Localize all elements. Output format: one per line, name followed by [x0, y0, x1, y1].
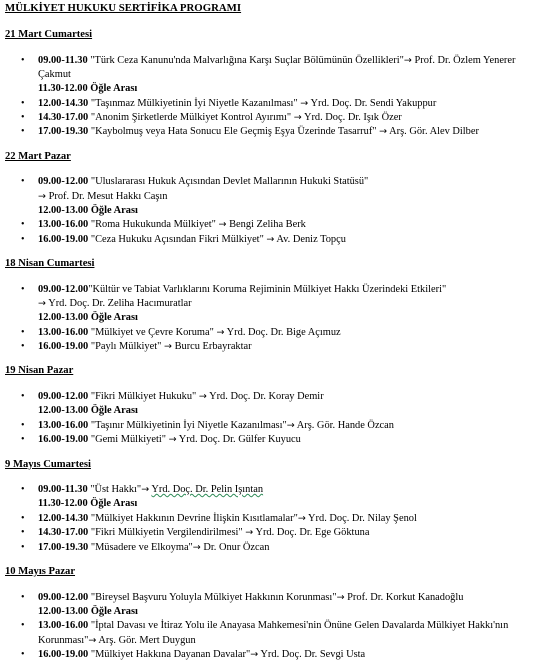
session-talk: "Mülkiyet Hakkının Devrine İlişkin Kısıtlamalar"	[90, 512, 298, 524]
arrow-right-icon: →	[38, 190, 46, 202]
session-item	[5, 390, 537, 419]
session-item	[5, 111, 537, 125]
session-talk: "Taşınmaz Mülkiyetinin İyi Niyetle Kazanılması"	[90, 97, 298, 109]
day-section	[5, 565, 537, 662]
session-item	[5, 326, 537, 340]
break-time: 12.00-13.00	[38, 405, 89, 417]
arrow-right-icon: →	[163, 341, 172, 353]
session-talk: "Kaybolmuş veya Hata Sonucu Ele Geçmiş Eşya Üzerinde Tasarruf"	[90, 126, 377, 138]
arrow-right-icon: →	[293, 111, 302, 123]
session-item	[5, 340, 537, 354]
session-talk: "Gemi Mülkiyeti"	[90, 434, 166, 446]
session-talk: "Mülkiyet ve Çevre Koruma"	[90, 326, 214, 338]
session-talk: "Roma Hukukunda Mülkiyet"	[90, 219, 216, 231]
lunch-break	[38, 311, 537, 325]
day-title: 21 Mart Cumartesi	[5, 28, 93, 40]
session-item	[5, 54, 537, 97]
session-speaker: Yrd. Doç. Dr. Gülfer Kuyucu	[178, 434, 301, 446]
session-speaker: Yrd. Doç. Dr. Sevgi Usta	[260, 648, 366, 660]
day-section	[5, 28, 537, 140]
session-time: 16.00-19.00	[38, 233, 89, 245]
session-list	[5, 390, 537, 447]
session-item	[5, 419, 537, 433]
session-time: 09.00-12.00	[38, 176, 89, 188]
session-speaker: Bengi Zeliha Berk	[229, 219, 306, 231]
session-time: 09.00-11.30	[38, 484, 88, 496]
arrow-right-icon: →	[297, 512, 306, 524]
session-time: 13.00-16.00	[38, 219, 89, 231]
break-time: 11.30-12.00	[38, 83, 88, 95]
break-time: 12.00-13.00	[38, 605, 89, 617]
session-time: 14.30-17.00	[38, 527, 89, 539]
session-list	[5, 283, 537, 355]
arrow-right-icon: →	[286, 419, 295, 431]
break-label: Öğle Arası	[90, 405, 138, 417]
session-talk: "Üst Hakkı"	[90, 484, 142, 496]
session-speaker: Arş. Gör. Mert Duygun	[98, 634, 196, 646]
session-talk: "Fikri Mülkiyet Hukuku"	[90, 391, 197, 403]
session-speaker: Yrd. Doç. Dr. Koray Demir	[209, 391, 324, 403]
day-section	[5, 458, 537, 555]
session-time: 17.00-19.30	[38, 541, 89, 553]
session-time: 17.00-19.30	[38, 126, 89, 138]
arrow-right-icon: →	[379, 126, 388, 138]
session-speaker: Prof. Dr. Mesut Hakkı Caşın	[48, 190, 168, 202]
session-time: 09.00-11.30	[38, 54, 88, 66]
break-time: 12.00-13.00	[38, 204, 89, 216]
arrow-right-icon: →	[403, 54, 412, 66]
session-item	[5, 591, 537, 620]
lunch-break	[38, 404, 537, 418]
session-speaker: Yrd. Doç. Dr. Nilay Şenol	[308, 512, 417, 524]
session-item	[5, 97, 537, 111]
arrow-right-icon: →	[198, 391, 207, 403]
session-item	[5, 218, 537, 232]
day-section	[5, 257, 537, 354]
day-title: 9 Mayıs Cumartesi	[5, 458, 91, 470]
session-speaker: Arş. Gör. Alev Dilber	[389, 126, 479, 138]
session-time: 13.00-16.00	[38, 419, 89, 431]
arrow-right-icon: →	[218, 219, 227, 231]
session-talk: "Paylı Mülkiyet"	[90, 341, 162, 353]
session-talk: "İptal Davası ve İtiraz Yolu ile Anayasa Mahkemesi'nin Önüne Gelen Davalarda Mülkiyet Hakkı'nın Korunması"	[38, 620, 509, 646]
speaker-line	[38, 190, 537, 204]
session-item	[5, 541, 537, 555]
break-label: Öğle Arası	[90, 312, 138, 324]
arrow-right-icon: →	[168, 434, 177, 446]
arrow-right-icon: →	[192, 541, 201, 553]
session-item	[5, 483, 537, 512]
session-list	[5, 591, 537, 662]
session-item	[5, 433, 537, 447]
session-time: 16.00-19.00	[38, 341, 89, 353]
day-section	[5, 364, 537, 447]
day-title: 18 Nisan Cumartesi	[5, 258, 95, 270]
session-speaker: Yrd. Doç. Dr. Işık Özer	[303, 111, 402, 123]
day-title: 22 Mart Pazar	[5, 150, 71, 162]
session-time: 13.00-16.00	[38, 620, 89, 632]
break-label: Öğle Arası	[90, 204, 138, 216]
arrow-right-icon: →	[141, 484, 150, 496]
arrow-right-icon: →	[88, 634, 97, 646]
session-item	[5, 526, 537, 540]
session-speaker: Yrd. Doç. Dr. Pelin Işıntan	[151, 484, 264, 496]
session-item	[5, 233, 537, 247]
lunch-break	[38, 497, 537, 511]
session-speaker: Arş. Gör. Hande Özcan	[296, 419, 394, 431]
session-speaker: Yrd. Doç. Dr. Zeliha Hacımuratlar	[48, 298, 192, 310]
break-label: Öğle Arası	[90, 83, 138, 95]
session-speaker: Yrd. Doç. Dr. Ege Göktuna	[255, 527, 370, 539]
session-speaker: Burcu Erbayraktar	[174, 341, 252, 353]
session-time: 12.00-14.30	[38, 97, 89, 109]
speaker-line	[38, 297, 537, 311]
session-time: 09.00-12.00	[38, 591, 89, 603]
arrow-right-icon: →	[266, 233, 275, 245]
session-speaker: Yrd. Doç. Dr. Bige Açımuz	[226, 326, 341, 338]
session-time: 09.00-12.00	[38, 283, 89, 295]
session-list	[5, 175, 537, 247]
session-talk: "Müsadere ve Elkoyma"	[90, 541, 193, 553]
day-title: 19 Nisan Pazar	[5, 365, 74, 377]
session-time: 12.00-14.30	[38, 512, 89, 524]
session-time: 14.30-17.00	[38, 111, 89, 123]
break-time: 12.00-13.00	[38, 312, 89, 324]
lunch-break	[38, 204, 537, 218]
session-talk: "Kültür ve Tabiat Varlıklarını Koruma Rejiminin Mülkiyet Hakkı Üzerindeki Etkileri"	[88, 283, 447, 295]
arrow-right-icon: →	[336, 591, 345, 603]
session-speaker: Dr. Onur Özcan	[203, 541, 270, 553]
session-speaker: Av. Deniz Topçu	[276, 233, 346, 245]
day-title: 10 Mayıs Pazar	[5, 565, 76, 577]
session-item	[5, 512, 537, 526]
document-title: MÜLKİYET HUKUKU SERTİFİKA PROGRAMI	[5, 2, 242, 14]
day-section	[5, 150, 537, 247]
session-item	[5, 648, 537, 662]
session-speaker: Prof. Dr. Korkut Kanadoğlu	[347, 591, 464, 603]
session-item	[5, 175, 537, 218]
lunch-break	[38, 605, 537, 619]
arrow-right-icon: →	[300, 97, 309, 109]
arrow-right-icon: →	[38, 298, 46, 310]
session-speaker: Prof. Dr. Özlem Yenerer Çakmut	[38, 54, 516, 80]
session-talk: "Bireysel Başvuru Yoluyla Mülkiyet Hakkının Korunması"	[90, 591, 337, 603]
session-time: 16.00-19.00	[38, 434, 89, 446]
session-item	[5, 125, 537, 139]
session-time: 09.00-12.00	[38, 391, 89, 403]
session-list	[5, 54, 537, 140]
session-talk: "Türk Ceza Kanunu'nda Malvarlığına Karşı Suçlar Bölümünün Özellikleri"	[90, 54, 404, 66]
session-talk: "Fikri Mülkiyetin Vergilendirilmesi"	[90, 527, 243, 539]
break-label: Öğle Arası	[90, 498, 138, 510]
session-talk: "Mülkiyet Hakkına Dayanan Davalar"	[90, 648, 251, 660]
session-talk: "Uluslararası Hukuk Açısından Devlet Mallarının Hukuki Statüsü"	[90, 176, 369, 188]
break-time: 11.30-12.00	[38, 498, 88, 510]
arrow-right-icon: →	[245, 527, 254, 539]
session-item	[5, 619, 537, 648]
session-talk: "Taşınır Mülkiyetinin İyi Niyetle Kazanılması"	[90, 419, 287, 431]
session-time: 16.00-19.00	[38, 648, 89, 660]
session-talk: "Ceza Hukuku Açısından Fikri Mülkiyet"	[90, 233, 264, 245]
session-talk: "Anonim Şirketlerde Mülkiyet Kontrol Ayırımı"	[90, 111, 292, 123]
session-list	[5, 483, 537, 555]
session-speaker: Yrd. Doç. Dr. Sendi Yakuppur	[310, 97, 437, 109]
session-time: 13.00-16.00	[38, 326, 89, 338]
session-item	[5, 283, 537, 326]
arrow-right-icon: →	[216, 326, 225, 338]
arrow-right-icon: →	[250, 648, 259, 660]
lunch-break	[38, 82, 537, 96]
break-label: Öğle Arası	[90, 605, 138, 617]
